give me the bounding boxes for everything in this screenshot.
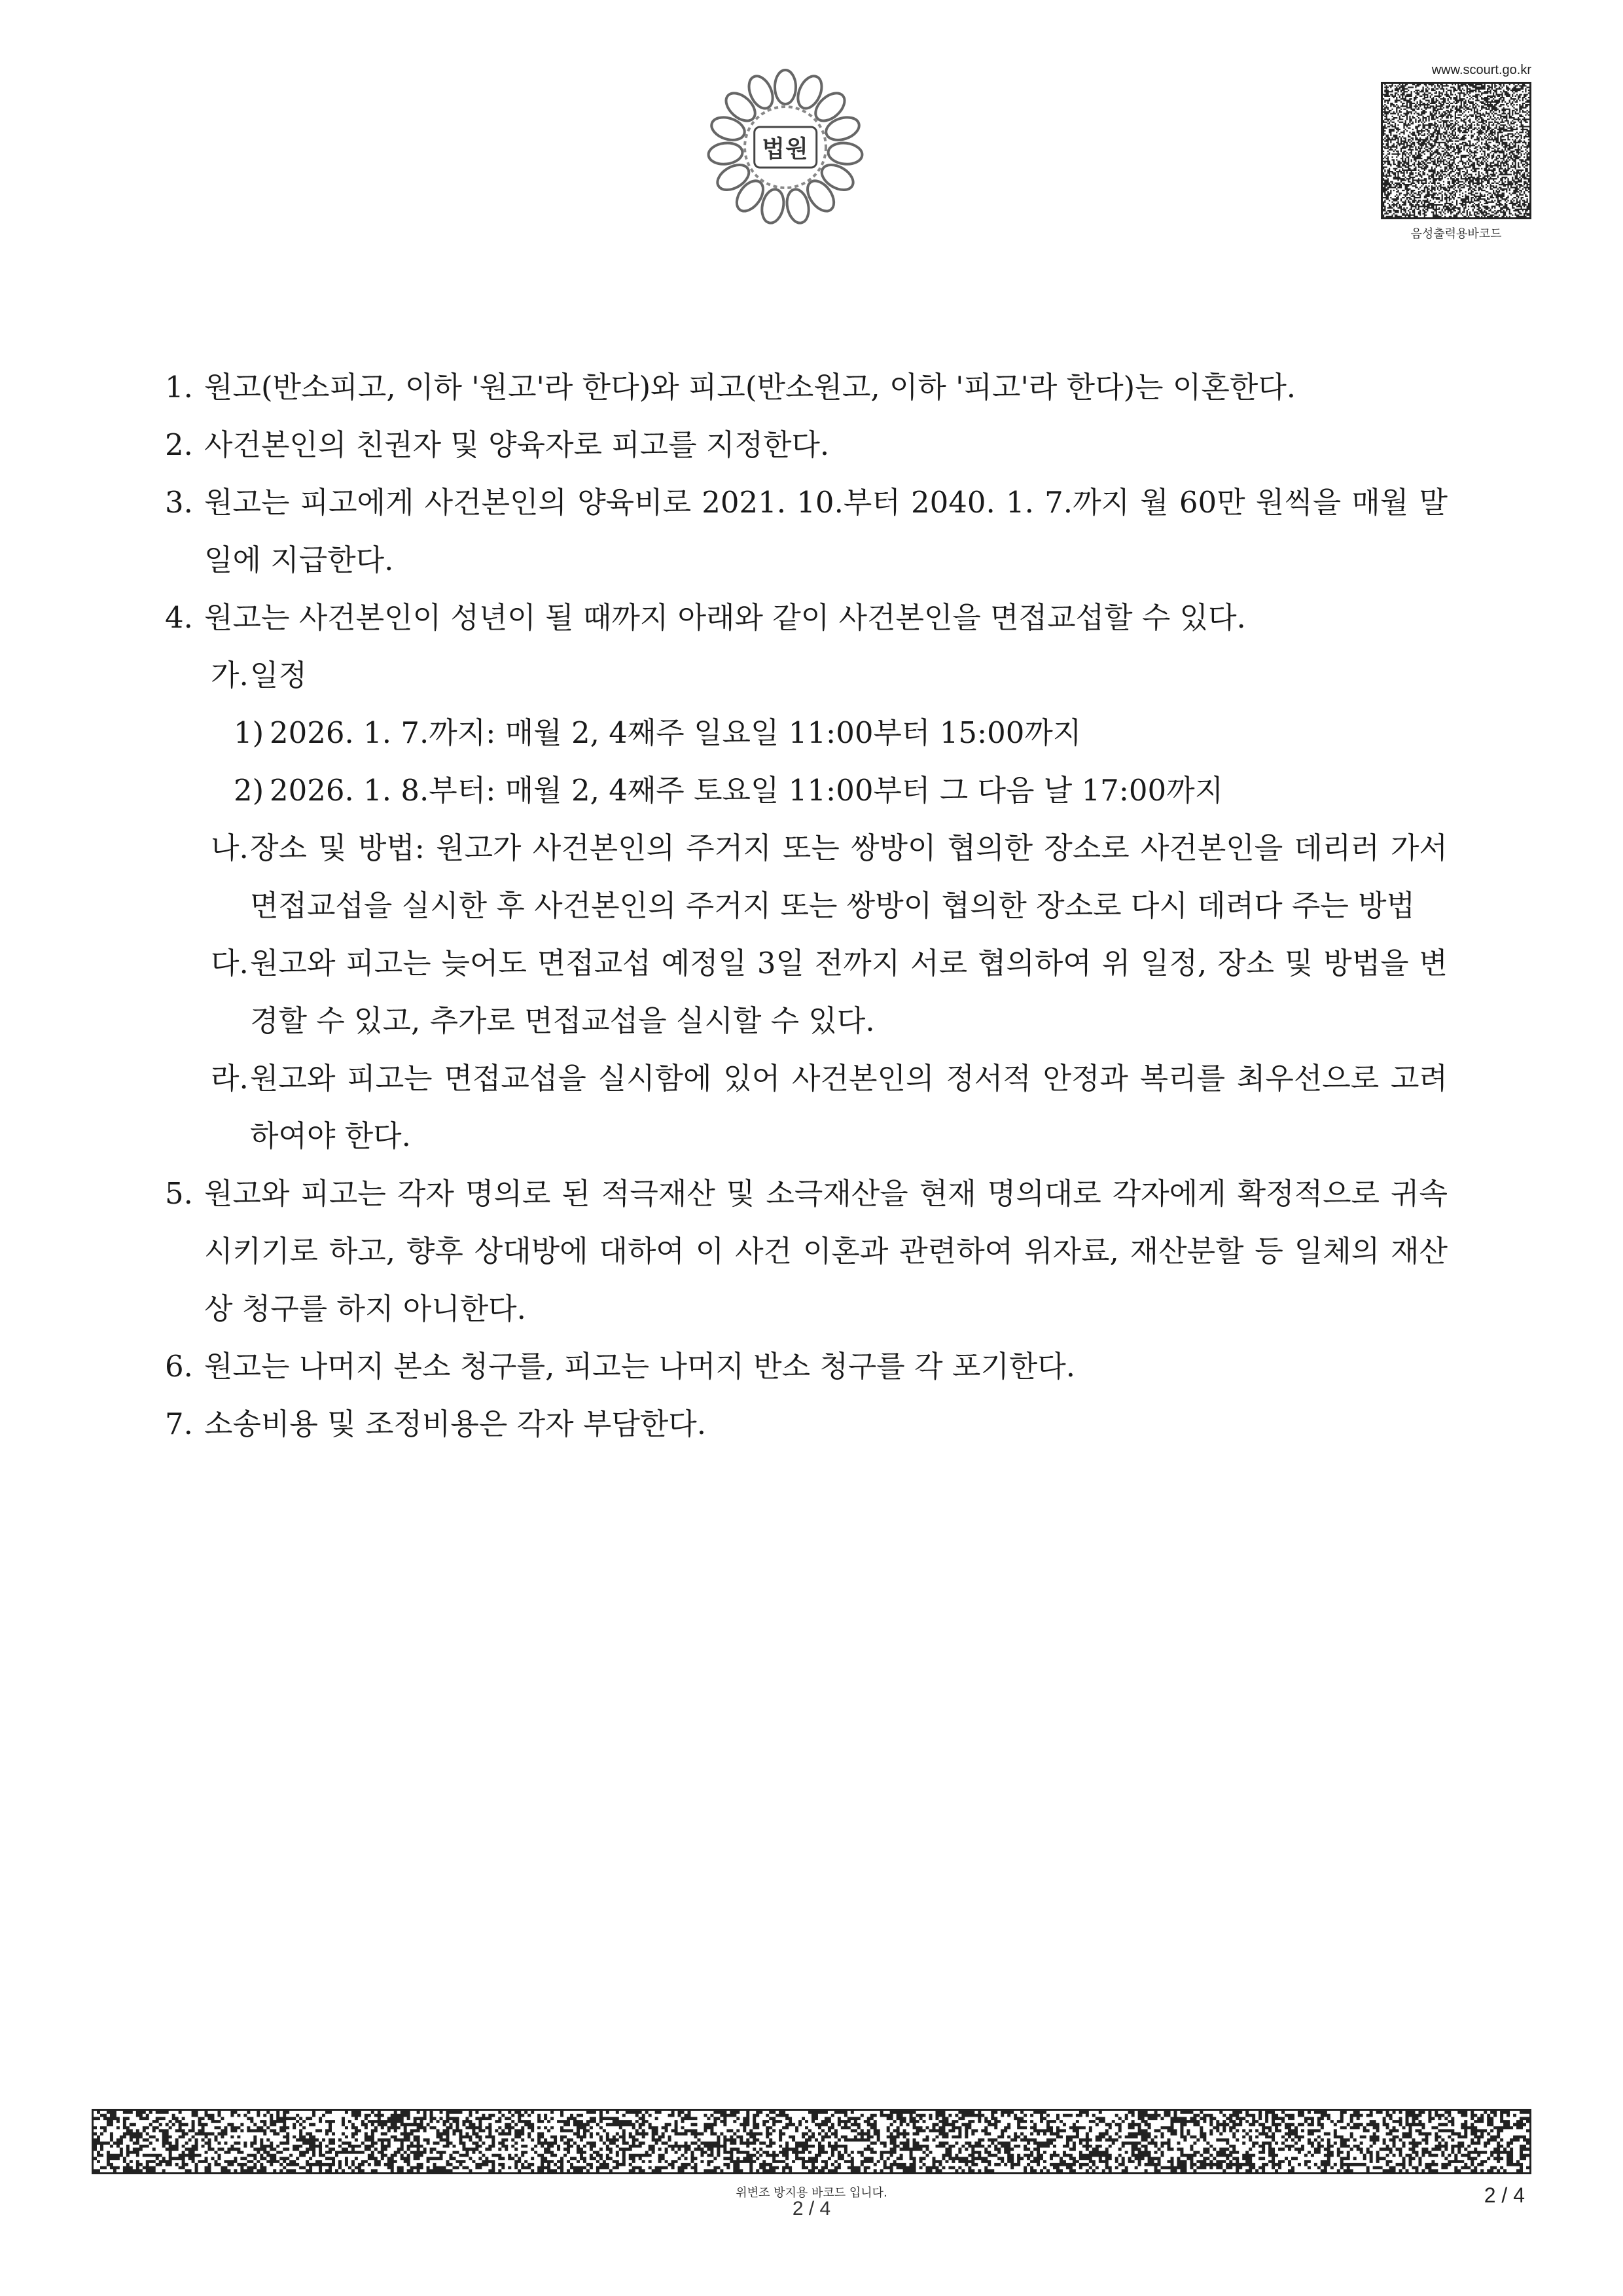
item-text: 원고는 피고에게 사건본인의 양육비로 2021. 10.부터 2040. 1. 7.까지 월 60만 원씩을 매월 말일에 지급한다. bbox=[204, 485, 1448, 577]
court-emblem bbox=[707, 65, 864, 229]
item-text: 원고와 피고는 각자 명의로 된 적극재산 및 소극재산을 현재 명의대로 각자에게 확정적으로 귀속시키기로 하고, 향후 상대방에 대하여 이 사건 이혼과 관련하여 위자료, 재산분할 등 일체의 재산상 청구를 하지 아니한다. bbox=[204, 1176, 1448, 1326]
item-text: 원고(반소피고, 이하 '원고'라 한다)와 피고(반소원고, 이하 '피고'라 한다)는 이혼한다. bbox=[204, 370, 1296, 404]
schedule-item-number: 1) bbox=[234, 715, 264, 750]
sub-item-text: 원고와 피고는 늦어도 면접교섭 예정일 3일 전까지 서로 협의하여 위 일정, 장소 및 방법을 변경할 수 있고, 추가로 면접교섭을 실시할 수 있다. bbox=[250, 946, 1448, 1038]
audio-barcode-caption: 음성출력용바코드 bbox=[1410, 227, 1502, 241]
item-number: 1. bbox=[165, 370, 193, 404]
document-body bbox=[165, 359, 1448, 1453]
item-number: 6. bbox=[165, 1349, 193, 1384]
sub-item bbox=[165, 935, 1448, 1050]
page-number-center: 2 / 4 bbox=[792, 2198, 831, 2219]
item-text: 사건본인의 친권자 및 양육자로 피고를 지정한다. bbox=[204, 427, 830, 462]
page-number-right: 2 / 4 bbox=[1484, 2183, 1525, 2207]
site-url: www.scourt.go.kr bbox=[1431, 63, 1531, 77]
sub-item-number: 가. bbox=[211, 658, 249, 692]
item-text: 원고는 사건본인이 성년이 될 때까지 아래와 같이 사건본인을 면접교섭할 수 있다. bbox=[204, 600, 1246, 635]
item-text: 원고는 나머지 본소 청구를, 피고는 나머지 반소 청구를 각 포기한다. bbox=[204, 1349, 1076, 1384]
sub-item-text: 원고와 피고는 면접교섭을 실시함에 있어 사건본인의 정서적 안정과 복리를 최우선으로 고려하여야 한다. bbox=[250, 1061, 1448, 1153]
schedule-item bbox=[165, 704, 1448, 762]
sub-item-text: 일정 bbox=[250, 658, 307, 692]
item-number: 5. bbox=[165, 1176, 193, 1211]
sub-item-number: 나. bbox=[211, 831, 249, 865]
list-item bbox=[165, 1165, 1448, 1338]
anti-forgery-caption: 위변조 방지용 바코드 입니다. bbox=[736, 2186, 887, 2200]
list-item bbox=[165, 1338, 1448, 1395]
sub-item-number: 다. bbox=[211, 946, 249, 980]
item-number: 3. bbox=[165, 485, 193, 520]
schedule-item-text: 2026. 1. 8.부터: 매월 2, 4째주 토요일 11:00부터 그 다음 날 17:00까지 bbox=[270, 773, 1224, 808]
list-item bbox=[165, 416, 1448, 474]
item-text: 소송비용 및 조정비용은 각자 부담한다. bbox=[204, 1407, 707, 1441]
item-number: 2. bbox=[165, 427, 193, 462]
item-number: 7. bbox=[165, 1407, 193, 1441]
item-number: 4. bbox=[165, 600, 193, 635]
list-item bbox=[165, 589, 1448, 647]
list-item bbox=[165, 359, 1448, 416]
schedule-item-number: 2) bbox=[234, 773, 264, 808]
sub-item-text: 장소 및 방법: 원고가 사건본인의 주거지 또는 쌍방이 협의한 장소로 사건본인을 데리러 가서 면접교섭을 실시한 후 사건본인의 주거지 또는 쌍방이 협의한 장소로 다시 데려다 주는 방법 bbox=[250, 831, 1448, 923]
audio-barcode-icon bbox=[1381, 82, 1531, 219]
list-item bbox=[165, 1395, 1448, 1453]
sub-item bbox=[165, 647, 1448, 704]
schedule-item-text: 2026. 1. 7.까지: 매월 2, 4째주 일요일 11:00부터 15:00까지 bbox=[270, 715, 1082, 750]
list-item bbox=[165, 474, 1448, 589]
emblem-label: 법원 bbox=[753, 126, 817, 169]
schedule-item bbox=[165, 762, 1448, 819]
audio-barcode-block bbox=[1381, 63, 1531, 242]
sub-item bbox=[165, 1050, 1448, 1165]
sub-item-number: 라. bbox=[211, 1061, 249, 1096]
anti-forgery-barcode-icon bbox=[92, 2109, 1531, 2174]
sub-item bbox=[165, 819, 1448, 935]
